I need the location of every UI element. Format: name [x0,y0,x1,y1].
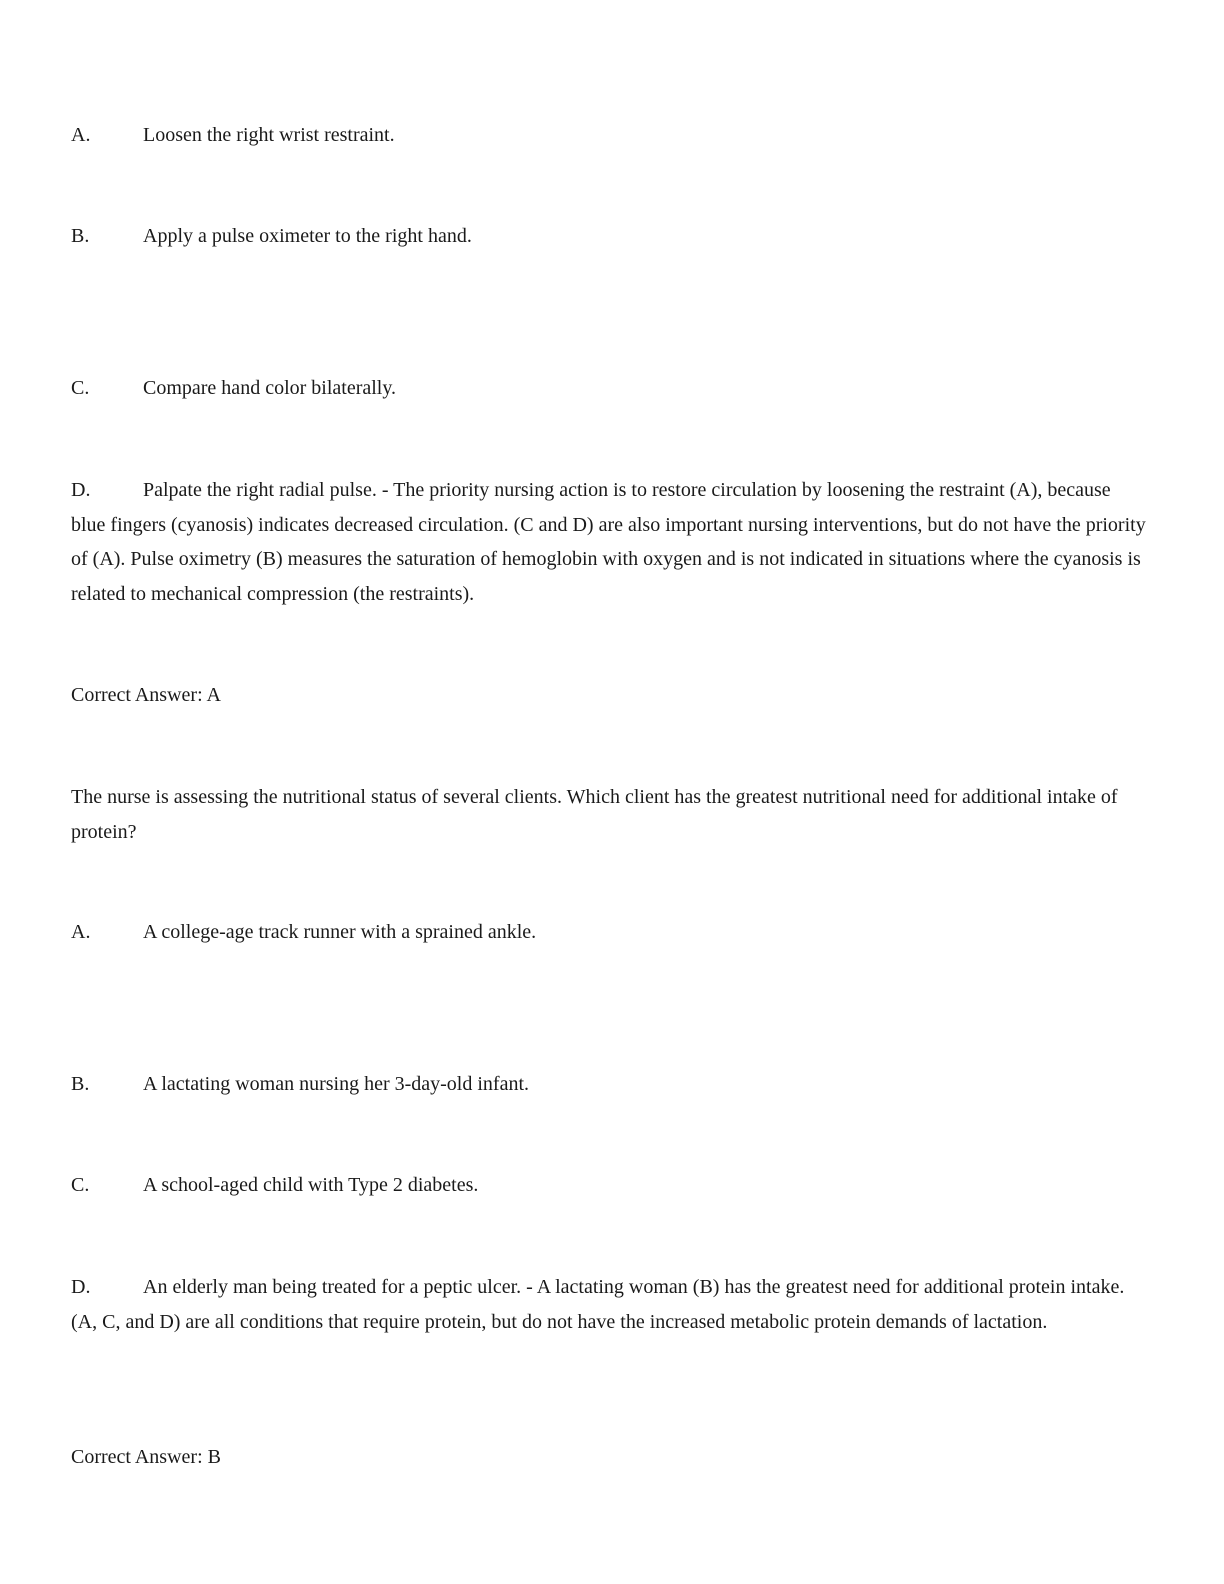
q2-correct-answer: Correct Answer: B [71,1446,221,1468]
option-text: A school-aged child with Type 2 diabetes. [143,1174,479,1196]
q2-option-d-rationale [71,1270,1146,1339]
option-letter: D. [71,479,91,501]
option-text: Apply a pulse oximeter to the right hand. [143,225,472,247]
option-letter: C. [71,377,90,399]
q1-option-a [71,118,1146,153]
option-text: Palpate the right radial pulse. - The priority nursing action is to restore circulation by loosening the restraint (A), because blue fingers (cyanosis) indicates decreased circulation. (C and D) are also important nursing interventions, but do not have the priority of (A). Pulse oximetry (B) measures the saturation of hemoglobin with oxygen and is not indicated in situations where the cyanosis is related to mechanical compression (the restraints). [71,479,1146,605]
option-text: Compare hand color bilaterally. [143,377,397,399]
q1-option-d-rationale [71,473,1146,611]
q2-option-b [71,1067,1146,1102]
option-letter: D. [71,1276,91,1298]
option-letter: C. [71,1174,90,1196]
q1-option-c [71,371,1146,406]
option-text: A lactating woman nursing her 3-day-old infant. [143,1073,530,1095]
option-text: Loosen the right wrist restraint. [143,124,395,146]
q2-option-c [71,1168,1146,1203]
option-text: A college-age track runner with a sprained ankle. [143,921,537,943]
q1-option-b [71,219,1146,254]
q2-option-a [71,915,1146,950]
q2-question: The nurse is assessing the nutritional status of several clients. Which client has the greatest nutritional need for additional intake of protein? [71,786,1118,843]
option-letter: A. [71,124,91,146]
option-letter: A. [71,921,91,943]
option-text: An elderly man being treated for a peptic ulcer. - A lactating woman (B) has the greatest need for additional protein intake. (A, C, and D) are all conditions that require protein, but do not have the increased metabolic protein demands of lactation. [71,1276,1125,1333]
option-letter: B. [71,1073,90,1095]
option-letter: B. [71,225,90,247]
q1-correct-answer: Correct Answer: A [71,684,221,706]
